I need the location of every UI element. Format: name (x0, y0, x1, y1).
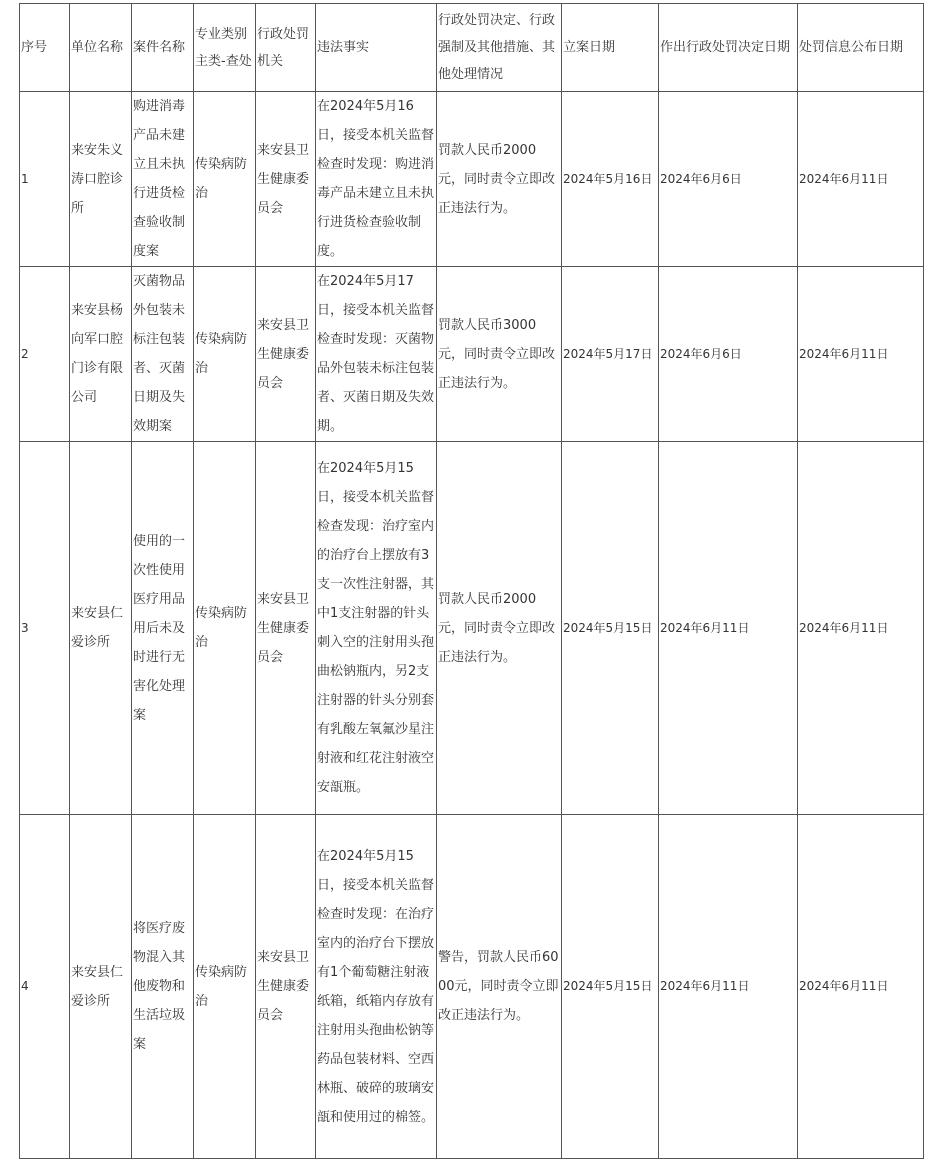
table-row (20, 442, 924, 815)
row-facts: 在2024年5月17日，接受本机关监督检查时发现：灭菌物品外包装未标注包装者、灭菌日期及失效期。 (316, 267, 437, 442)
row-case: 使用的一次性使用医疗用品用后未及时进行无害化处理案 (132, 442, 194, 815)
row-case: 将医疗废物混入其他废物和生活垃圾案 (132, 815, 194, 1159)
row-decision-date: 2024年6月11日 (659, 815, 798, 1159)
header-filing-date: 立案日期 (562, 4, 659, 92)
row-no: 3 (20, 442, 70, 815)
row-decision: 罚款人民币2000元，同时责令立即改正违法行为。 (437, 92, 562, 267)
header-authority: 行政处罚机关 (256, 4, 316, 92)
row-decision-date: 2024年6月6日 (659, 92, 798, 267)
table-row (20, 267, 924, 442)
row-case: 购进消毒产品未建立且未执行进货检查验收制度案 (132, 92, 194, 267)
row-filing-date: 2024年5月17日 (562, 267, 659, 442)
row-decision: 罚款人民币3000元，同时责令立即改正违法行为。 (437, 267, 562, 442)
row-category: 传染病防治 (194, 815, 256, 1159)
row-authority: 来安县卫生健康委员会 (256, 442, 316, 815)
row-authority: 来安县卫生健康委员会 (256, 815, 316, 1159)
row-decision: 警告，罚款人民币6000元，同时责令立即改正违法行为。 (437, 815, 562, 1159)
row-no: 4 (20, 815, 70, 1159)
header-unit: 单位名称 (70, 4, 132, 92)
row-case: 灭菌物品外包装未标注包装者、灭菌日期及失效期案 (132, 267, 194, 442)
row-publish-date: 2024年6月11日 (798, 267, 924, 442)
header-row (20, 4, 924, 92)
header-case: 案件名称 (132, 4, 194, 92)
row-publish-date: 2024年6月11日 (798, 815, 924, 1159)
penalty-table (19, 3, 924, 1159)
row-category: 传染病防治 (194, 442, 256, 815)
row-decision-date: 2024年6月11日 (659, 442, 798, 815)
header-decision-date: 作出行政处罚决定日期 (659, 4, 798, 92)
row-decision-date: 2024年6月6日 (659, 267, 798, 442)
row-category: 传染病防治 (194, 267, 256, 442)
row-facts: 在2024年5月15日，接受本机关监督检查时发现：在治疗室内的治疗台下摆放有1个葡萄糖注射液纸箱，纸箱内存放有注射用头孢曲松钠等药品包装材料、空西林瓶、破碎的玻璃安瓿和使用过的棉签。 (316, 815, 437, 1159)
row-unit: 来安朱义涛口腔诊所 (70, 92, 132, 267)
row-unit: 来安县杨向军口腔门诊有限公司 (70, 267, 132, 442)
row-publish-date: 2024年6月11日 (798, 92, 924, 267)
row-filing-date: 2024年5月16日 (562, 92, 659, 267)
row-unit: 来安县仁爱诊所 (70, 442, 132, 815)
header-decision: 行政处罚决定、行政强制及其他措施、其他处理情况 (437, 4, 562, 92)
table-row (20, 92, 924, 267)
row-filing-date: 2024年5月15日 (562, 815, 659, 1159)
header-category: 专业类别主类-查处 (194, 4, 256, 92)
header-no: 序号 (20, 4, 70, 92)
row-unit: 来安县仁爱诊所 (70, 815, 132, 1159)
row-facts: 在2024年5月15日，接受本机关监督检查发现：治疗室内的治疗台上摆放有3支一次性注射器，其中1支注射器的针头刺入空的注射用头孢曲松钠瓶内，另2支注射器的针头分别套有乳酸左氧氟沙星注射液和红花注射液空安瓿瓶。 (316, 442, 437, 815)
header-publish-date: 处罚信息公布日期 (798, 4, 924, 92)
table-row (20, 815, 924, 1159)
row-no: 2 (20, 267, 70, 442)
row-category: 传染病防治 (194, 92, 256, 267)
row-decision: 罚款人民币2000元，同时责令立即改正违法行为。 (437, 442, 562, 815)
row-facts: 在2024年5月16日，接受本机关监督检查时发现：购进消毒产品未建立且未执行进货检查验收制度。 (316, 92, 437, 267)
row-filing-date: 2024年5月15日 (562, 442, 659, 815)
row-authority: 来安县卫生健康委员会 (256, 267, 316, 442)
row-no: 1 (20, 92, 70, 267)
header-facts: 违法事实 (316, 4, 437, 92)
row-publish-date: 2024年6月11日 (798, 442, 924, 815)
row-authority: 来安县卫生健康委员会 (256, 92, 316, 267)
